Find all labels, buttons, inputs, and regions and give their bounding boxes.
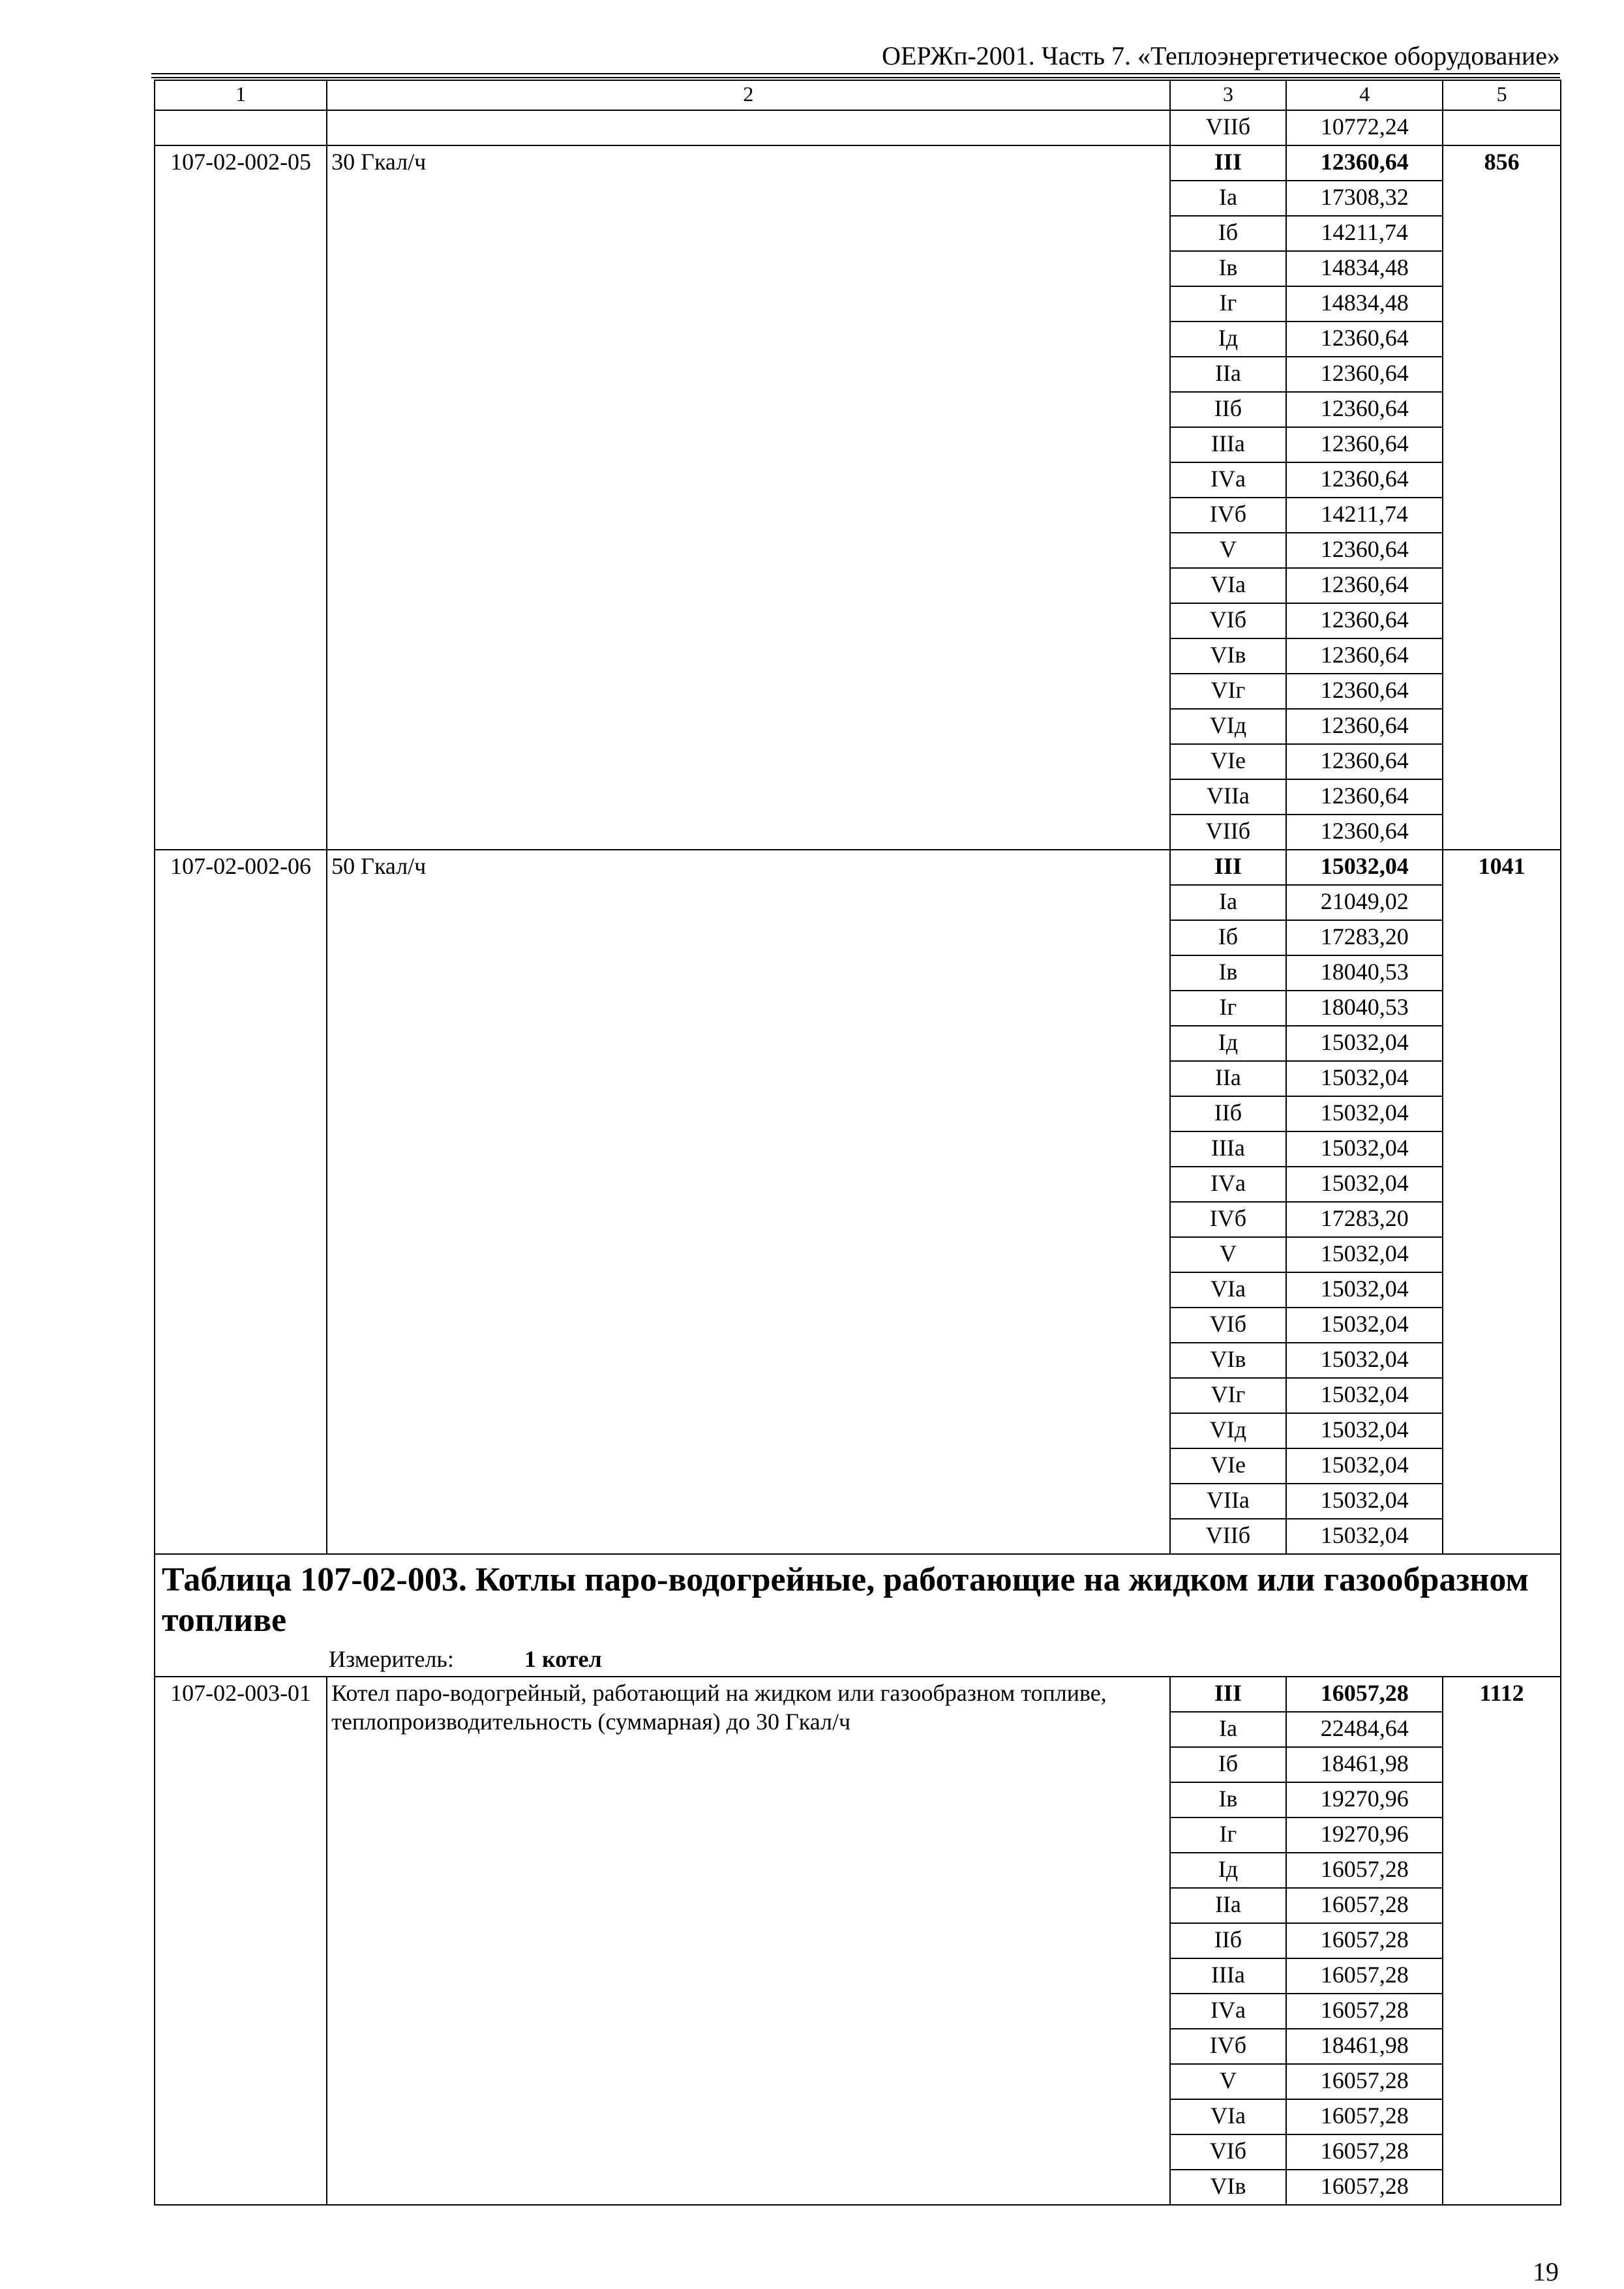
price-cell: 15032,04 [1286, 1061, 1443, 1096]
price-cell: 14834,48 [1286, 286, 1443, 322]
price-cell: 15032,04 [1286, 1096, 1443, 1131]
price-cell: 14834,48 [1286, 251, 1443, 286]
price-cell: 12360,64 [1286, 145, 1443, 181]
zone-cell: IIб [1170, 1923, 1287, 1958]
zone-cell: VIб [1170, 2134, 1287, 2170]
zone-cell: Iа [1170, 1712, 1287, 1747]
zone-cell: Iб [1170, 920, 1287, 955]
zone-cell: VIв [1170, 2170, 1287, 2205]
price-cell: 12360,64 [1286, 603, 1443, 638]
zone-cell: IVа [1170, 462, 1287, 498]
zone-cell: VIIа [1170, 779, 1287, 815]
page-header-title: ОЕРЖп-2001. Часть 7. «Теплоэнергетическое оборудование» [882, 41, 1560, 70]
zone-cell: V [1170, 533, 1287, 568]
price-cell: 12360,64 [1286, 427, 1443, 462]
price-cell: 16057,28 [1286, 1677, 1443, 1712]
price-cell: 16057,28 [1286, 1853, 1443, 1888]
price-cell: 12360,64 [1286, 709, 1443, 744]
price-table [154, 80, 1561, 2206]
zone-cell: VIIб [1170, 110, 1287, 145]
zone-cell: Iб [1170, 1747, 1287, 1782]
zone-cell: IVб [1170, 498, 1287, 533]
code-cell: 107-02-002-06 [155, 850, 327, 1554]
zone-cell: IVб [1170, 1202, 1287, 1237]
section-row [155, 1554, 1561, 1677]
zone-cell: Iг [1170, 991, 1287, 1026]
price-cell: 12360,64 [1286, 674, 1443, 709]
price-cell: 16057,28 [1286, 2064, 1443, 2099]
zone-cell: VIг [1170, 674, 1287, 709]
table-row [155, 145, 1561, 181]
table-row [155, 850, 1561, 885]
zone-cell: IVб [1170, 2029, 1287, 2064]
zone-cell: V [1170, 1237, 1287, 1272]
zone-cell: VIв [1170, 1343, 1287, 1378]
price-cell: 16057,28 [1286, 1923, 1443, 1958]
price-cell: 18040,53 [1286, 991, 1443, 1026]
price-cell: 15032,04 [1286, 1237, 1443, 1272]
price-cell: 21049,02 [1286, 885, 1443, 920]
column-number: 4 [1286, 80, 1443, 110]
section-cell [155, 1554, 1561, 1677]
price-cell: 17283,20 [1286, 1202, 1443, 1237]
price-cell: 15032,04 [1286, 1026, 1443, 1061]
section-unit [162, 1645, 1554, 1673]
column-number: 5 [1443, 80, 1561, 110]
price-cell: 16057,28 [1286, 1958, 1443, 1994]
zone-cell: Iг [1170, 286, 1287, 322]
zone-cell: IIа [1170, 1888, 1287, 1923]
description-cell: Котел паро-водогрейный, работающий на жидком или газообразном топливе, теплопроизводительность (суммарная) до 30 Гкал/ч [327, 1677, 1169, 2205]
zone-cell: IIб [1170, 1096, 1287, 1131]
zone-cell: Iд [1170, 1026, 1287, 1061]
zone-cell: IIIа [1170, 1131, 1287, 1167]
description-cell: 50 Гкал/ч [327, 850, 1169, 1554]
zone-cell: VIIб [1170, 1519, 1287, 1554]
carryover-row [155, 110, 1561, 145]
zone-cell: VIб [1170, 603, 1287, 638]
zone-cell: Iд [1170, 1853, 1287, 1888]
zone-cell: IVа [1170, 1994, 1287, 2029]
price-cell: 12360,64 [1286, 568, 1443, 603]
zone-cell: Iб [1170, 216, 1287, 251]
code-cell: 107-02-003-01 [155, 1677, 327, 2205]
column-number: 1 [155, 80, 327, 110]
description-cell [327, 110, 1169, 145]
price-cell: 15032,04 [1286, 1378, 1443, 1413]
price-cell: 12360,64 [1286, 638, 1443, 674]
zone-cell: Iв [1170, 251, 1287, 286]
price-cell: 12360,64 [1286, 357, 1443, 392]
zone-cell: VIе [1170, 1448, 1287, 1484]
table-row [155, 1677, 1561, 1712]
zone-cell: VIа [1170, 2099, 1287, 2134]
price-cell: 17308,32 [1286, 181, 1443, 216]
code-cell: 107-02-002-05 [155, 145, 327, 850]
price-cell: 18040,53 [1286, 955, 1443, 991]
price-cell: 18461,98 [1286, 1747, 1443, 1782]
zone-cell: VIIб [1170, 815, 1287, 850]
price-cell: 18461,98 [1286, 2029, 1443, 2064]
price-cell: 12360,64 [1286, 779, 1443, 815]
zone-cell: VIе [1170, 744, 1287, 779]
price-cell: 15032,04 [1286, 1131, 1443, 1167]
zone-cell: VIд [1170, 1413, 1287, 1448]
wage-cell: 1112 [1443, 1677, 1561, 2205]
zone-cell: VIа [1170, 1272, 1287, 1308]
zone-cell: VIг [1170, 1378, 1287, 1413]
zone-cell: VIб [1170, 1308, 1287, 1343]
column-number-row [155, 80, 1561, 110]
price-cell: 10772,24 [1286, 110, 1443, 145]
price-cell: 16057,28 [1286, 1888, 1443, 1923]
price-cell: 19270,96 [1286, 1818, 1443, 1853]
zone-cell: VIд [1170, 709, 1287, 744]
column-number: 3 [1170, 80, 1287, 110]
price-cell: 16057,28 [1286, 2134, 1443, 2170]
zone-cell: Iд [1170, 322, 1287, 357]
price-cell: 19270,96 [1286, 1782, 1443, 1818]
zone-cell: Iв [1170, 955, 1287, 991]
zone-cell: III [1170, 1677, 1287, 1712]
description-cell: 30 Гкал/ч [327, 145, 1169, 850]
price-cell: 15032,04 [1286, 1343, 1443, 1378]
zone-cell: Iа [1170, 885, 1287, 920]
zone-cell: Iг [1170, 1818, 1287, 1853]
wage-cell: 1041 [1443, 850, 1561, 1554]
zone-cell: VIа [1170, 568, 1287, 603]
zone-cell: IIIа [1170, 427, 1287, 462]
price-cell: 15032,04 [1286, 1308, 1443, 1343]
code-cell [155, 110, 327, 145]
header-rule [151, 77, 1560, 78]
zone-cell: Iа [1170, 181, 1287, 216]
wage-cell [1443, 110, 1561, 145]
price-cell: 15032,04 [1286, 850, 1443, 885]
price-cell: 14211,74 [1286, 498, 1443, 533]
price-cell: 12360,64 [1286, 462, 1443, 498]
zone-cell: VIIа [1170, 1484, 1287, 1519]
header-rule [151, 73, 1560, 74]
price-cell: 22484,64 [1286, 1712, 1443, 1747]
zone-cell: VIв [1170, 638, 1287, 674]
price-cell: 16057,28 [1286, 1994, 1443, 2029]
zone-cell: Iв [1170, 1782, 1287, 1818]
column-number: 2 [327, 80, 1169, 110]
price-cell: 15032,04 [1286, 1484, 1443, 1519]
price-cell: 15032,04 [1286, 1167, 1443, 1202]
price-cell: 12360,64 [1286, 815, 1443, 850]
zone-cell: V [1170, 2064, 1287, 2099]
zone-cell: IIа [1170, 357, 1287, 392]
price-cell: 17283,20 [1286, 920, 1443, 955]
unit-value: 1 котел [524, 1646, 602, 1672]
price-cell: 15032,04 [1286, 1448, 1443, 1484]
wage-cell: 856 [1443, 145, 1561, 850]
zone-cell: III [1170, 850, 1287, 885]
price-cell: 15032,04 [1286, 1413, 1443, 1448]
zone-cell: III [1170, 145, 1287, 181]
price-cell: 15032,04 [1286, 1519, 1443, 1554]
price-cell: 12360,64 [1286, 533, 1443, 568]
zone-cell: IIIа [1170, 1958, 1287, 1994]
unit-label: Измеритель: [329, 1646, 454, 1672]
price-cell: 12360,64 [1286, 744, 1443, 779]
section-title: Таблица 107-02-003. Котлы паро-водогрейные, работающие на жидком или газообразном топливе [162, 1561, 1529, 1639]
price-cell: 16057,28 [1286, 2170, 1443, 2205]
price-cell: 12360,64 [1286, 322, 1443, 357]
price-cell: 14211,74 [1286, 216, 1443, 251]
price-cell: 12360,64 [1286, 392, 1443, 427]
price-cell: 15032,04 [1286, 1272, 1443, 1308]
zone-cell: IIб [1170, 392, 1287, 427]
zone-cell: IVа [1170, 1167, 1287, 1202]
page-number: 19 [1533, 2257, 1559, 2286]
zone-cell: IIа [1170, 1061, 1287, 1096]
price-cell: 16057,28 [1286, 2099, 1443, 2134]
